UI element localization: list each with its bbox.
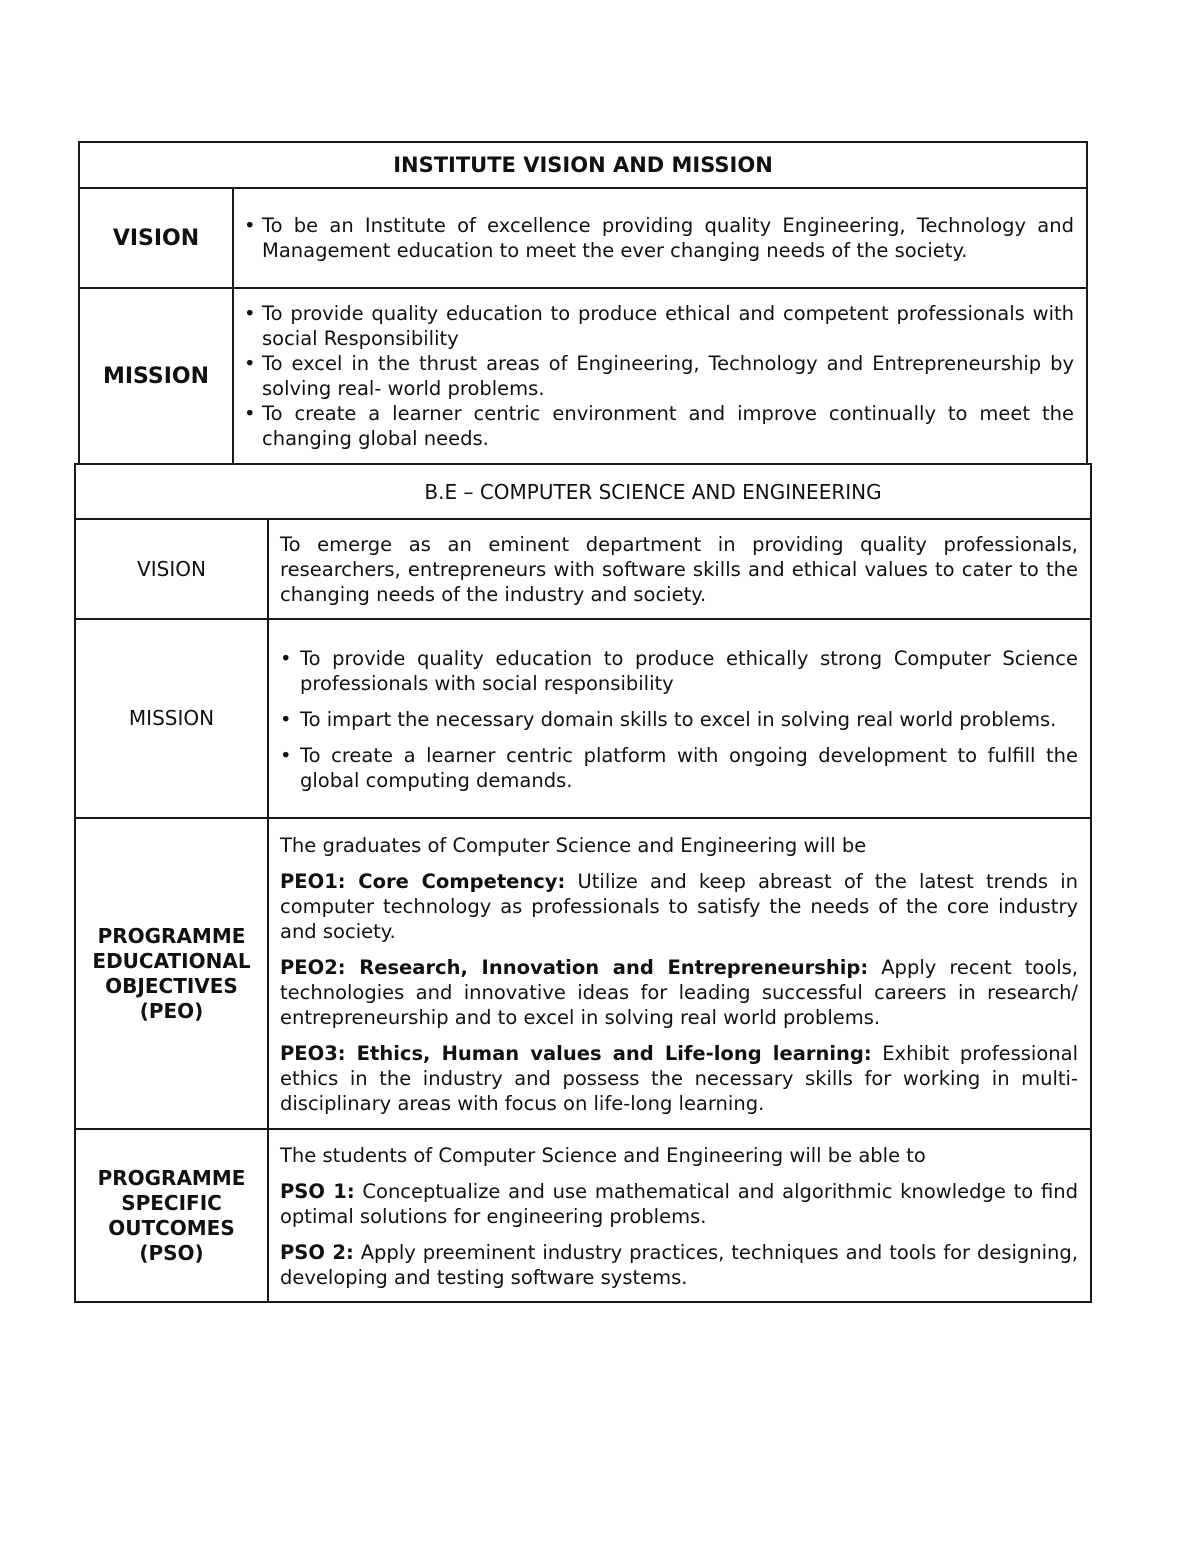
department-table	[74, 463, 1092, 1303]
department-mission-item: • To impart the necessary domain skills to excel in solving real world problems.	[280, 707, 1078, 732]
department-mission-item: • To provide quality education to produce ethically strong Computer Science professionals with social responsibility	[280, 646, 1078, 696]
department-mission-item: • To create a learner centric platform with ongoing development to fulfill the global computing demands.	[280, 743, 1078, 793]
department-vision-text: To emerge as an eminent department in providing quality professionals, researchers, entrepreneurs with software skills and ethical values to cater to the changing needs of the industry and society.	[268, 519, 1091, 619]
pso-text: Apply preeminent industry practices, techniques and tools for designing, developing and testing software systems.	[280, 1240, 1078, 1289]
peo-heading: PEO2: Research, Innovation and Entrepreneurship:	[280, 955, 869, 979]
department-title: B.E – COMPUTER SCIENCE AND ENGINEERING	[75, 464, 1091, 519]
peo-item	[280, 1041, 1078, 1116]
pso-item	[280, 1240, 1078, 1290]
institute-mission-item: • To create a learner centric environment and improve continually to meet the changing global needs.	[244, 401, 1074, 451]
peo-text: Apply recent tools, technologies and innovative ideas for leading successful careers in research/ entrepreneurship and to excel in solving real world problems.	[280, 955, 1078, 1029]
peo-heading: PEO1: Core Competency:	[280, 869, 566, 893]
peo-label: PROGRAMME EDUCATIONAL OBJECTIVES (PEO)	[75, 818, 268, 1129]
peo-heading: PEO3: Ethics, Human values and Life-long learning:	[280, 1041, 872, 1065]
department-mission-label: MISSION	[75, 619, 268, 818]
institute-vision-item: • To be an Institute of excellence providing quality Engineering, Technology and Management education to meet the ever changing needs of the society.	[244, 213, 1074, 263]
institute-vision-content	[233, 188, 1087, 288]
pso-content	[268, 1129, 1091, 1302]
peo-intro: The graduates of Computer Science and Engineering will be	[280, 833, 867, 857]
peo-item	[280, 955, 1078, 1030]
pso-heading: PSO 1:	[280, 1179, 355, 1203]
peo-content	[268, 818, 1091, 1129]
institute-mission-label: MISSION	[79, 288, 233, 464]
pso-text: Conceptualize and use mathematical and algorithmic knowledge to find optimal solutions for engineering problems.	[280, 1179, 1078, 1228]
institute-mission-item: • To excel in the thrust areas of Engineering, Technology and Entrepreneurship by solving real- world problems.	[244, 351, 1074, 401]
peo-item	[280, 869, 1078, 944]
pso-intro: The students of Computer Science and Engineering will be able to	[280, 1143, 926, 1167]
pso-item	[280, 1179, 1078, 1229]
peo-text: Utilize and keep abreast of the latest trends in computer technology as professionals to satisfy the needs of the core industry and society.	[280, 869, 1079, 943]
institute-mission-content	[233, 288, 1087, 464]
pso-heading: PSO 2:	[280, 1240, 354, 1264]
department-vision-label: VISION	[75, 519, 268, 619]
institute-mission-item: • To provide quality education to produce ethical and competent professionals with social Responsibility	[244, 301, 1074, 351]
pso-label: PROGRAMME SPECIFIC OUTCOMES (PSO)	[75, 1129, 268, 1302]
department-mission-content	[268, 619, 1091, 818]
institute-table	[78, 141, 1088, 465]
institute-vision-label: VISION	[79, 188, 233, 288]
institute-title: INSTITUTE VISION AND MISSION	[79, 142, 1087, 188]
peo-text: Exhibit professional ethics in the industry and possess the necessary skills for working in multi-disciplinary areas with focus on life-long learning.	[280, 1041, 1078, 1115]
